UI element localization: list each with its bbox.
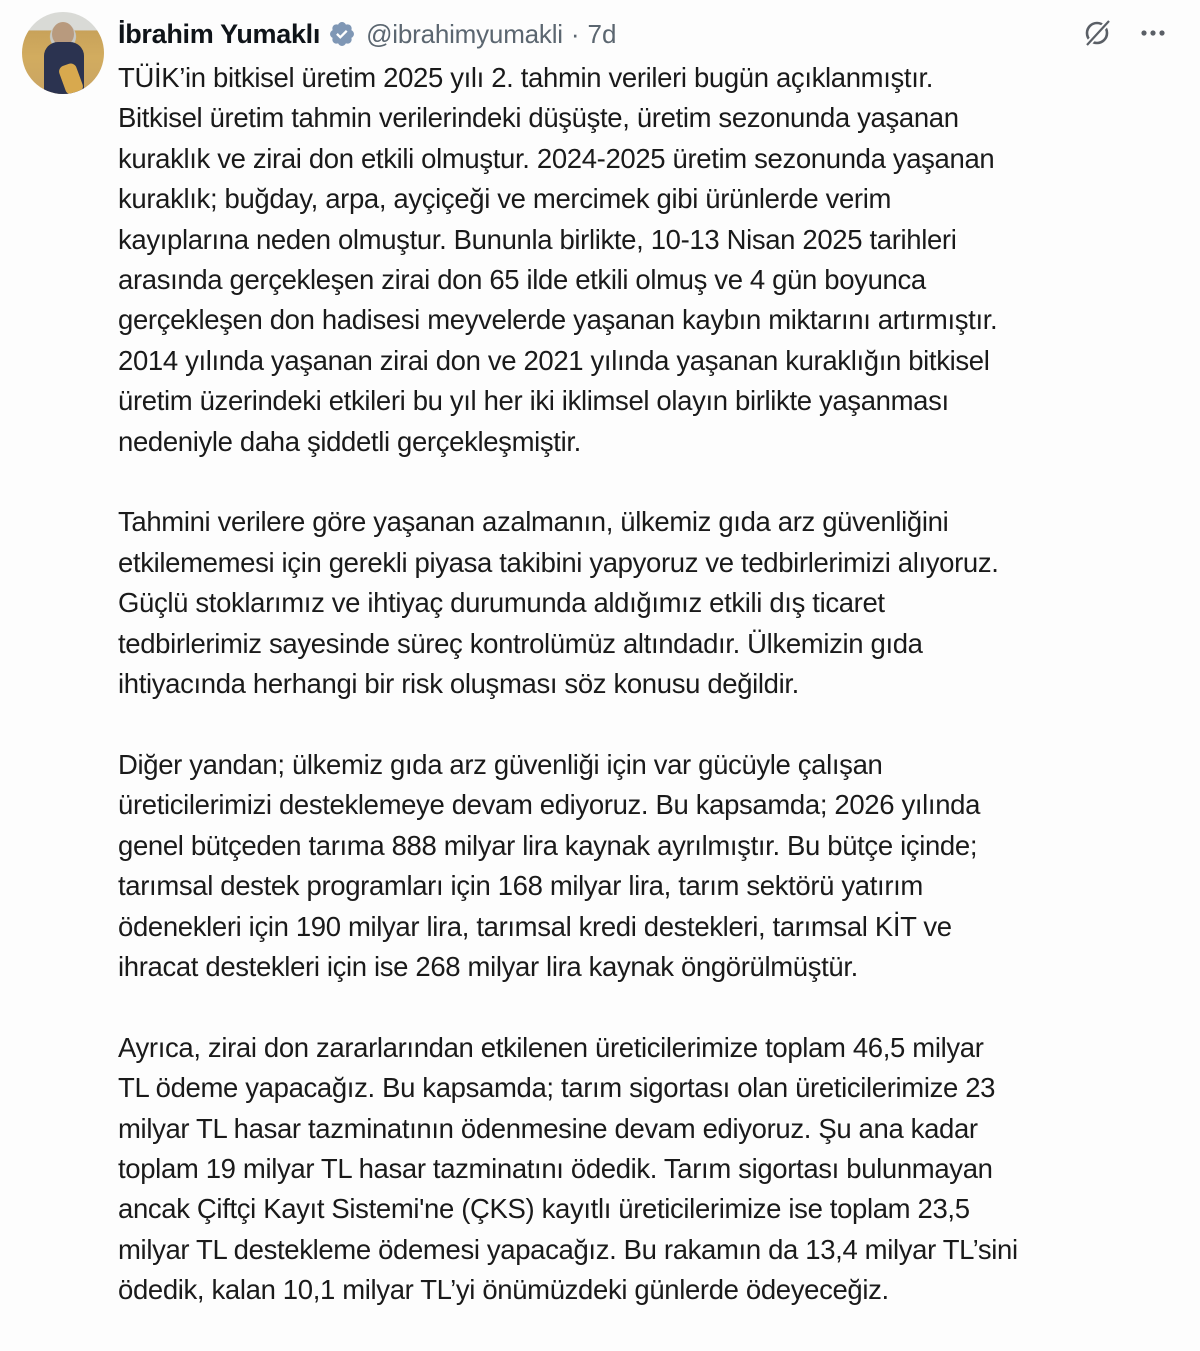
text-line: etkilememesi için gerekli piyasa takibini yapyoruz ve tedbirlerimizi alıyoruz. <box>118 546 999 578</box>
more-horizontal-icon[interactable] <box>1136 16 1170 50</box>
paragraph-1 <box>118 58 1178 462</box>
paragraph-2 <box>118 502 1178 704</box>
text-line: kayıplarına neden olmuştur. Bununla birlikte, 10-13 Nisan 2025 tarihleri <box>118 223 957 255</box>
text-line: TÜİK’in bitkisel üretim 2025 yılı 2. tahmin verileri bugün açıklanmıştır. <box>118 62 934 93</box>
text-line: Tahmini verilere göre yaşanan azalmanın, ülkemiz gıda arz güvenliğini <box>118 506 949 538</box>
text-line: arasında gerçekleşen zirai don 65 ilde etkili olmuş ve 4 gün boyunca <box>118 264 926 296</box>
text-line: milyar TL destekleme ödemesi yapacağız. Bu rakamın da 13,4 milyar TL’sini <box>118 1233 1018 1265</box>
grok-icon[interactable] <box>1080 16 1114 50</box>
text-line: Güçlü stoklarımız ve ihtiyaç durumunda aldığımız etkili dış ticaret <box>118 587 885 619</box>
text-line: ancak Çiftçi Kayıt Sistemi'ne (ÇKS) kayıtlı üreticilerimize ise toplam 23,5 <box>118 1193 970 1225</box>
text-line: ihracat destekleri için ise 268 milyar lira kaynak öngörülmüştür. <box>118 950 858 982</box>
text-line: 2014 yılında yaşanan zirai don ve 2021 yılında yaşanan kuraklığın bitkisel <box>118 344 990 376</box>
text-line: ödedik, kalan 10,1 milyar TL’yi önümüzdeki günlerde ödeyeceğiz. <box>118 1274 889 1306</box>
paragraph-3 <box>118 745 1178 987</box>
avatar[interactable] <box>22 12 104 94</box>
verified-badge-icon[interactable] <box>328 20 356 48</box>
text-line: milyar TL hasar tazminatının ödenmesine devam ediyoruz. Şu ana kadar <box>118 1112 978 1144</box>
text-line: kuraklık; buğday, arpa, ayçiçeği ve mercimek gibi ürünlerde verim <box>118 183 892 215</box>
paragraph-4 <box>118 1028 1178 1311</box>
text-line: gerçekleşen don hadisesi meyvelerde yaşanan kaybın miktarını artırmıştır. <box>118 304 998 336</box>
text-line: Ayrıca, zirai don zararlarından etkilenen üreticilerimize toplam 46,5 milyar <box>118 1031 984 1063</box>
tweet-header <box>118 14 616 54</box>
text-line: ödenekleri için 190 milyar lira, tarımsal kredi destekleri, tarımsal KİT ve <box>118 910 952 942</box>
text-line: TL ödeme yapacağız. Bu kapsamda; tarım sigortası olan üreticilerimize 23 <box>118 1072 996 1104</box>
text-line: Bitkisel üretim tahmin verilerindeki düşüşte, üretim sezonunda yaşanan <box>118 102 959 134</box>
text-line: genel bütçeden tarıma 888 milyar lira kaynak ayrılmıştır. Bu bütçe içinde; <box>118 829 978 861</box>
tweet-actions <box>1080 16 1170 50</box>
author-name[interactable]: İbrahim Yumaklı <box>118 18 321 49</box>
text-line: toplam 19 milyar TL hasar tazminatını ödedik. Tarım sigortası bulunmayan <box>118 1152 993 1184</box>
text-line: tedbirlerimiz sayesinde süreç kontrolümüz altındadır. Ülkemizin gıda <box>118 627 923 659</box>
text-line: Diğer yandan; ülkemiz gıda arz güvenliği için var gücüyle çalışan <box>118 748 883 780</box>
text-line: tarımsal destek programları için 168 milyar lira, tarım sektörü yatırım <box>118 870 923 902</box>
text-line: üreticilerimizi desteklemeye devam ediyoruz. Bu kapsamda; 2026 yılında <box>118 789 981 821</box>
tweet-text <box>118 58 1178 1351</box>
text-line: üretim üzerindeki etkileri bu yıl her iki iklimsel olayın birlikte yaşanması <box>118 385 949 417</box>
timestamp[interactable]: 7d <box>587 18 617 49</box>
author-handle[interactable]: @ibrahimyumakli <box>366 18 563 49</box>
text-line: nedeniyle daha şiddetli gerçekleşmiştir. <box>118 425 581 457</box>
text-line: kuraklık ve zirai don etkili olmuştur. 2024-2025 üretim sezonunda yaşanan <box>118 142 995 174</box>
separator-dot: · <box>570 18 580 49</box>
text-line: ihtiyacında herhangi bir risk oluşması söz konusu değildir. <box>118 668 799 700</box>
